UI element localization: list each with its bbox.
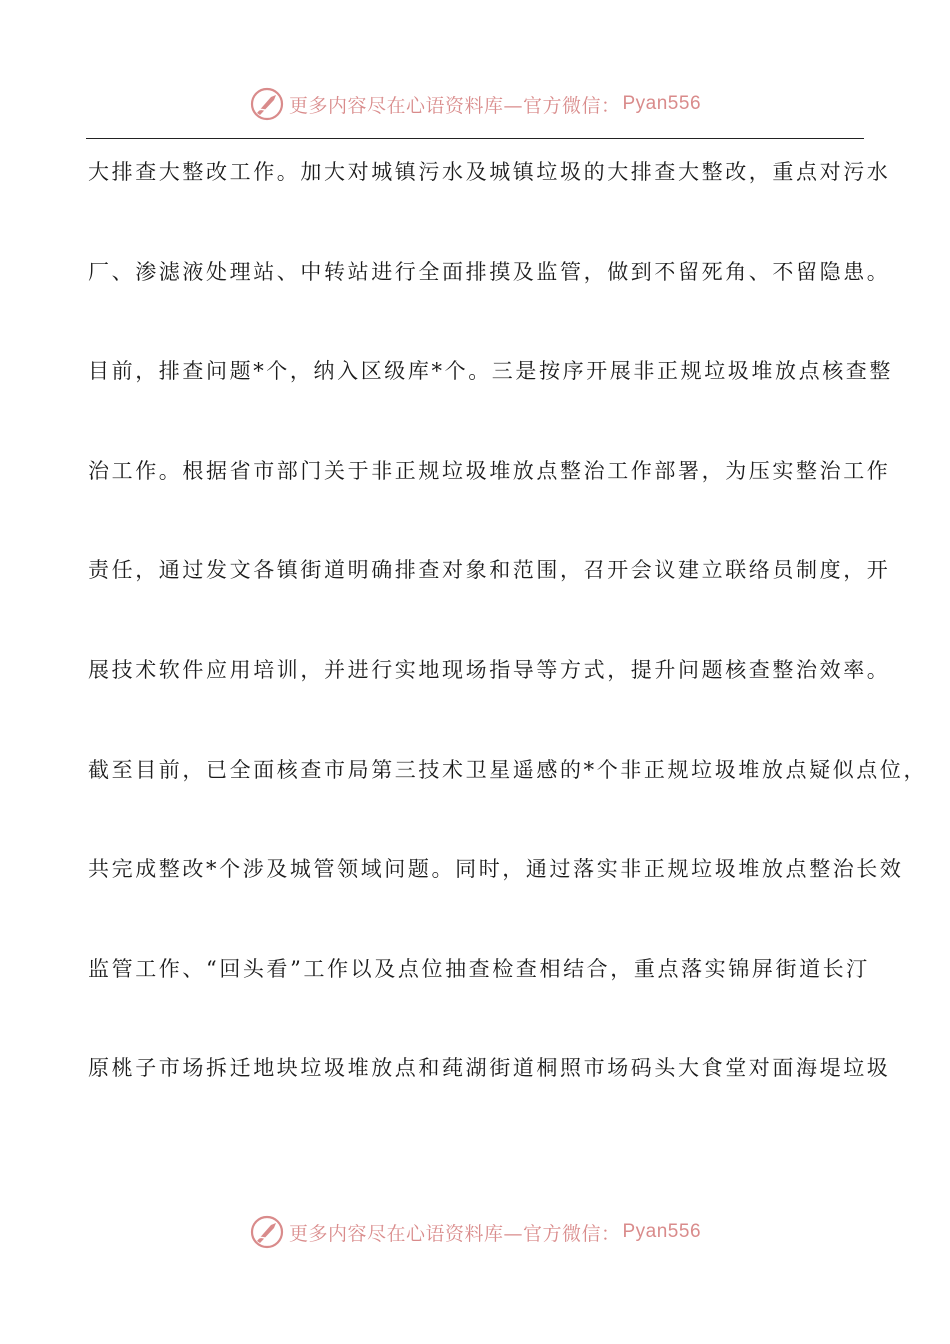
header-watermark bbox=[0, 84, 950, 124]
document-body bbox=[88, 150, 928, 1146]
body-line: 责任，通过发文各镇街道明确排查对象和范围，召开会议建立联络员制度，开 bbox=[88, 558, 891, 583]
body-line: 截至目前，已全面核查市局第三技术卫星遥感的*个非正规垃圾堆放点疑似点位， bbox=[88, 757, 928, 782]
body-line: 厂、渗滤液处理站、中转站进行全面排摸及监管，做到不留死角、不留隐患。 bbox=[88, 259, 891, 284]
watermark-wechat-id: Pyan556 bbox=[622, 1221, 702, 1242]
header-divider bbox=[86, 138, 864, 139]
watermark-text: 更多内容尽在心语资料库—官方微信： bbox=[288, 1222, 621, 1245]
body-line: 大排查大整改工作。加大对城镇污水及城镇垃圾的大排查大整改，重点对污水 bbox=[88, 160, 891, 184]
pen-nib-icon bbox=[249, 86, 285, 122]
pen-nib-icon bbox=[249, 1214, 285, 1250]
watermark-wechat-id: Pyan556 bbox=[622, 93, 702, 114]
body-line: 监管工作、“回头看”工作以及点位抽查检查相结合，重点落实锦屏街道长汀 bbox=[88, 956, 870, 981]
body-line: 展技术软件应用培训，并进行实地现场指导等方式，提升问题核查整治效率。 bbox=[88, 657, 891, 682]
watermark-text: 更多内容尽在心语资料库—官方微信： bbox=[288, 94, 621, 117]
body-line: 原桃子市场拆迁地块垃圾堆放点和莼湖街道桐照市场码头大食堂对面海堤垃圾 bbox=[88, 1056, 891, 1081]
body-line: 治工作。根据省市部门关于非正规垃圾堆放点整治工作部署，为压实整治工作 bbox=[88, 458, 891, 483]
footer-watermark bbox=[0, 1212, 950, 1252]
body-line: 目前，排查问题*个，纳入区级库*个。三是按序开展非正规垃圾堆放点核查整 bbox=[88, 359, 893, 384]
body-line: 共完成整改*个涉及城管领域问题。同时，通过落实非正规垃圾堆放点整治长效 bbox=[88, 857, 904, 882]
